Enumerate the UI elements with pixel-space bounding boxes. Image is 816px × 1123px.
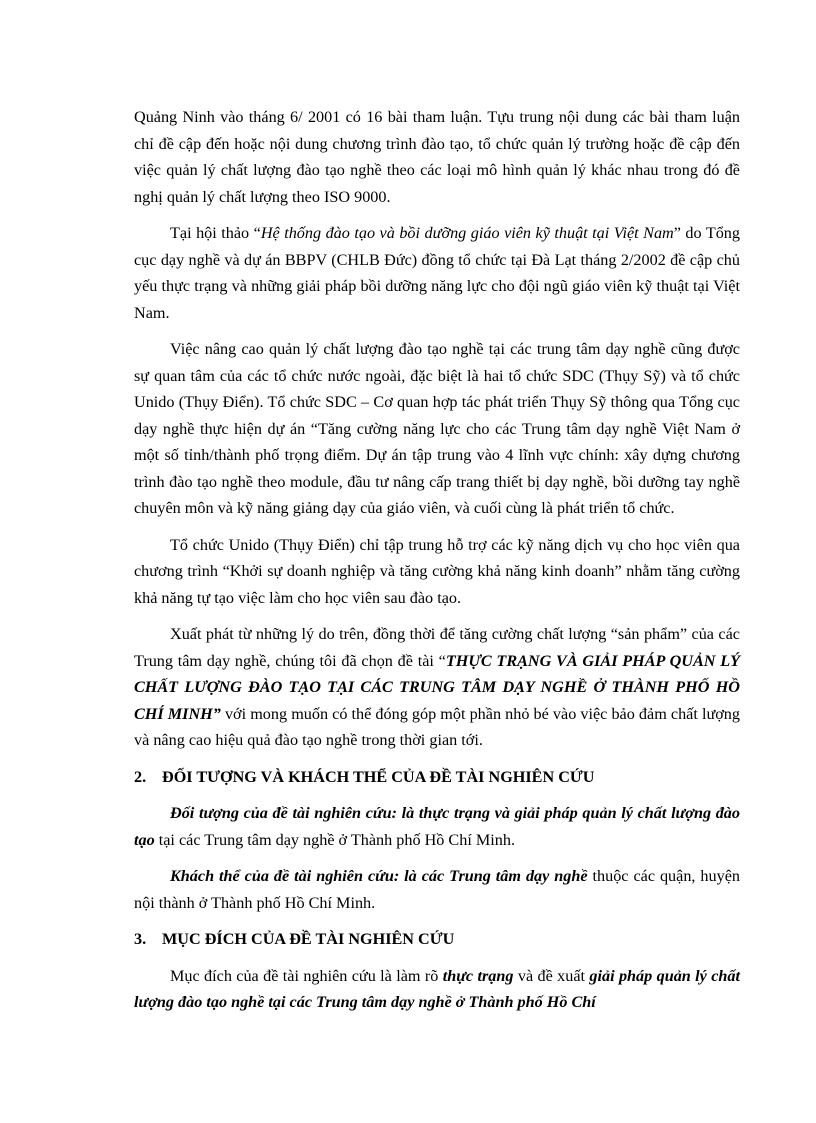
paragraph-purpose: Mục đích của đề tài nghiên cứu là làm rõ thực trạng và đề xuất giải pháp quản lý chất lượng đào tạo nghề tại các Trung tâm dạy nghề ở Thành phố Hồ Chí bbox=[134, 966, 741, 1011]
section-heading-3: 3. MỤC ĐÍCH CỦA ĐỀ TÀI NGHIÊN CỨU bbox=[134, 930, 455, 948]
paragraph-subject: Khách thể của đề tài nghiên cứu: là các Trung tâm dạy nghề thuộc các quận, huyện nội thành ở Thành phố Hồ Chí Minh. bbox=[134, 867, 740, 912]
section-heading-2: 2. ĐỐI TƯỢNG VÀ KHÁCH THỂ CỦA ĐỀ TÀI NGHIÊN CỨU bbox=[134, 767, 595, 786]
thesis-title: THỰC TRẠNG VÀ GIẢI PHÁP QUẢN LÝ CHẤT LƯỢNG ĐÀO TẠO TẠI CÁC TRUNG TÂM DẠY NGHỀ Ở THÀNH PHỐ HỒ CHÍ MINH” bbox=[134, 651, 740, 723]
paragraph-3: Việc nâng cao quản lý chất lượng đào tạo nghề tại các trung tâm dạy nghề cũng được sự quan tâm của các tổ chức nước ngoài, đặc biệt là hai tổ chức SDC (Thụy Sỹ) và tổ chức Unido (Thụy Điển). Tổ chức SDC – Cơ quan hợp tác phát triển Thụy Sỹ thông qua Tổng cục dạy nghề thực hiện dự án “Tăng cường năng lực cho các Trung tâm dạy nghề Việt Nam ở một số tỉnh/thành phố trọng điểm. Dự án tập trung vào 4 lĩnh vực chính: xây dựng chương trình đào tạo nghề theo module, đầu tư nâng cấp trang thiết bị dạy nghề, bồi dưỡng tay nghề chuyên môn và kỹ năng giảng dạy của giáo viên, và cuối cùng là phát triển tổ chức. bbox=[134, 340, 740, 517]
paragraph-object: Đối tượng của đề tài nghiên cứu: là thực trạng và giải pháp quản lý chất lượng đào tạo tại các Trung tâm dạy nghề ở Thành phố Hồ Chí Minh. bbox=[134, 804, 740, 849]
paragraph-2: Tại hội thảo “Hệ thống đào tạo và bồi dưỡng giáo viên kỹ thuật tại Việt Nam” do Tổng cục dạy nghề và dự án BBPV (CHLB Đức) đồng tổ chức tại Đà Lạt tháng 2/2002 đề cập chủ yếu thực trạng và những giải pháp bồi dưỡng năng lực cho đội ngũ giáo viên kỹ thuật tại Việt Nam. bbox=[134, 224, 740, 322]
paragraph-5: Xuất phát từ những lý do trên, đồng thời để tăng cường chất lượng “sản phẩm” của các Trung tâm dạy nghề, chúng tôi đã chọn đề tài “THỰC TRẠNG VÀ GIẢI PHÁP QUẢN LÝ CHẤT LƯỢNG ĐÀO TẠO TẠI CÁC TRUNG TÂM DẠY NGHỀ Ở THÀNH PHỐ HỒ CHÍ MINH” với mong muốn có thể đóng góp một phần nhỏ bé vào việc bảo đảm chất lượng và nâng cao hiệu quả đào tạo nghề trong thời gian tới. bbox=[134, 625, 740, 749]
document-page bbox=[134, 104, 740, 1016]
paragraph-4: Tổ chức Unido (Thụy Điển) chỉ tập trung hỗ trợ các kỹ năng dịch vụ cho học viên qua chương trình “Khởi sự doanh nghiệp và tăng cường khả năng kinh doanh” nhằm tăng cường khả năng tự tạo việc làm cho học viên sau đào tạo. bbox=[134, 535, 740, 607]
paragraph-1: Quảng Ninh vào tháng 6/ 2001 có 16 bài tham luận. Tựu trung nội dung các bài tham luận chỉ đề cập đến hoặc nội dung chương trình đào tạo, tổ chức quản lý trường hoặc đề cập đến việc quản lý chất lượng đào tạo nghề theo các loại mô hình quản lý khác nhau trong đó đề nghị quản lý chất lượng theo ISO 9000. bbox=[134, 108, 740, 206]
workshop-title: Hệ thống đào tạo và bồi dưỡng giáo viên kỹ thuật tại Việt Nam bbox=[260, 224, 674, 242]
